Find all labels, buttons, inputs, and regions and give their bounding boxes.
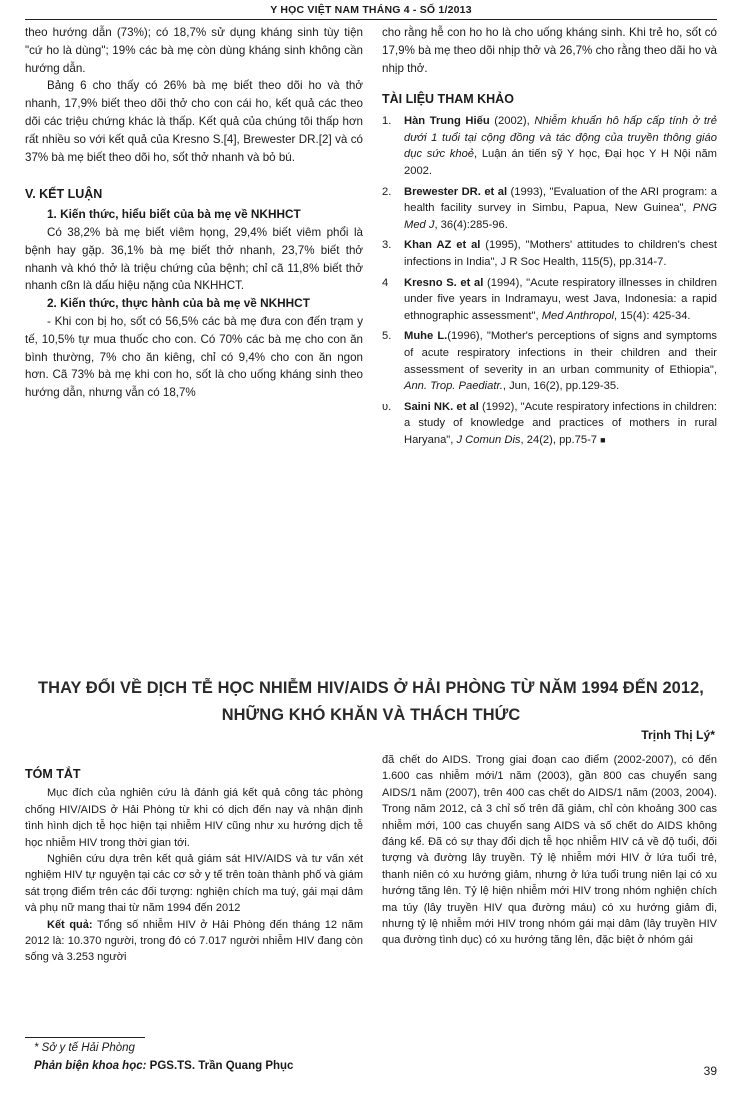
paragraph: đã chết do AIDS. Trong giai đoạn cao điểm (2002-2007), có đến 1.600 cas nhiễm mới/1 năm (2003), gần 800 cas chuyển sang AIDS/1 năm (2007), trên 400 cas chết do AIDS/1 năm (2003, 2004). Trong năm 2012, cả 3 chỉ số trên đã giảm, chỉ còn khoảng 300 cas nhiễm mới, 100 cas chuyển sang AIDS và số chết do AIDS không đáng kể. Đã có sự thay đổi dịch tễ học nhiễm HIV cả về độ tuổi, đối tượng và đường lây truyền. Tỷ lệ nhiễm mới HIV ở lứa tuổi trẻ, thanh niên có xu hướng giảm, nhưng ở lứa tuổi trung niên lại có xu hướng tăng lên. Tỷ lệ hiện nhiễm mới HIV trong nhóm nghiện chích ma túy (lây truyền HIV qua đường máu) có xu hướng giảm đi, nhưng tỷ lệ nhiễm mới HIV trong nhóm gái mại dâm (lây truyền HIV qua đường tình dục) có xu hướng tăng lên, đặc biệt ở nhóm gái: [382, 754, 717, 947]
reference-list: [382, 113, 717, 448]
reference-item: 1. Hàn Trung Hiếu (2002), Nhiễm khuẩn hô hấp cấp tính ở trẻ dưới 1 tuổi tại cộng đồng và tác động của truyền thông giáo dục sức khoẻ, Luận án tiến sỹ Y học, Đại học Y H Nội năm 2002.: [382, 115, 717, 177]
article-title: [25, 675, 717, 729]
paragraph: cho rằng hễ con ho ho là cho uống kháng sinh. Khi trẻ ho, sốt có 17,9% bà mẹ theo dõi nhịp thở và 26,7% cho rằng theo dãi ho và nhịp thở.: [382, 26, 717, 75]
footnote-rule: [25, 1037, 145, 1038]
subsection-title: 2. Kiến thức, thực hành của bà mẹ về NKHHCT: [47, 296, 310, 311]
reference-item: υ. Saini NK. et al (1992), "Acute respiratory infections in children: a study of knowledge and practices of mothers in rural Haryana", J Comun Dis, 24(2), pp.75-7 ■: [382, 400, 717, 446]
article-author: Trịnh Thị Lý*: [641, 728, 715, 742]
footnote-affiliation: * Sở y tế Hải Phòng: [34, 1042, 135, 1054]
results-label: Kết quả:: [47, 918, 93, 931]
left-column-top: [25, 24, 363, 402]
paragraph: Nghiên cứu dựa trên kết quả giám sát HIV/AIDS và tư vấn xét nghiệm HIV tự nguyện tại các cơ sở y tế trên toàn thành phố và giám sát trọng điểm trên các đối tượng: nghiện chích ma tuý, gái mại dâm và phụ nữ mang thai từ năm 1994 đến 2012: [25, 853, 363, 915]
paragraph: Mục đích của nghiên cứu là đánh giá kết quả công tác phòng chống HIV/AIDS ở Hải Phòng từ khi có dịch đến nay và nhận định tình hình dịch tễ học hiện tại nhiễm HIV cũng như xu hướng dịch tễ học nhiễm HIV trong thời gian tới.: [25, 787, 363, 849]
page-number: 39: [703, 1064, 717, 1078]
paragraph: - Khi con bị ho, sốt có 56,5% các bà mẹ đưa con đến trạm y tế, 10,5% tự mua thuốc cho con. Có 70% các bà mẹ cho con ăn bình thường, 7% cho ăn kiêng, chỉ có 9,4% cho con ăn ngon hơn. Cã 73% bà mẹ khi con ho, sốt là cho uống kháng sinh theo hướng dẫn, nhưng vẫn có 18,7%: [25, 314, 363, 400]
paragraph: Có 38,2% bà mẹ biết viêm họng, 29,4% biết viêm phổi là bệnh hay gặp. 36,1% bà mẹ biết thở nhanh, 23,7% biết thở nhanh và khó thở là triệu chứng của bệnh; chỉ cã 11,8% biết thở nhanh cßn là dấu hiệu nặng của NKHHCT.: [25, 225, 363, 293]
reference-item: 2. Brewester DR. et al (1993), "Evaluation of the ARI program: a health facility survey in Simbu, Papua, New Guinea", PNG Med J, 36(4):285-96.: [382, 185, 717, 231]
section-title-conclusion: V. KẾT LUẬN: [25, 187, 103, 202]
abstract-title: TÓM TẮT: [25, 767, 81, 781]
reference-item: 5. Muhe L.(1996), "Mother's perceptions of signs and symptoms of acute respiratory infections in their children and their assessment of severity in an urban community of Ethiopia", Ann. Trop. Paediatr., Jun, 16(2), pp.129-35.: [382, 330, 717, 393]
references-title: TÀI LIỆU THAM KHẢO: [382, 92, 514, 107]
footnote-reviewer: Phản biện khoa học: PGS.TS. Trần Quang Phục: [34, 1060, 294, 1072]
paragraph: Bảng 6 cho thấy có 26% bà mẹ biết theo dõi ho và thở nhanh, 17,9% biết theo dõi thở cho con cái ho, kết quả các theo dõi các triệu chứng khác là thấp. Kết quả của chúng tôi thấp hơn rất nhiều so với kết quả của Kresno S.[4], Brewester DR.[2] và có 37% bà mẹ biết theo dõi ho, sốt thở nhanh và bỏ bú.: [25, 79, 363, 164]
article-title-line: NHỮNG KHÓ KHĂN VÀ THÁCH THỨC: [221, 706, 521, 724]
subsection-title: 1. Kiến thức, hiểu biết của bà mẹ về NKHHCT: [47, 207, 301, 222]
reference-item: 4 Kresno S. et al (1994), "Acute respiratory illnesses in children under five years in Indramayu, west Java, Indonesia: a rapid ethnographic assessment", Med Anthropol, 15(4): 425-34.: [382, 276, 717, 322]
paragraph: Kết quả: Tổng số nhiễm HIV ở Hải Phòng đến tháng 12 năm 2012 là: 10.370 người, trong đó có 7.017 người nhiễm HIV đang còn sống và 3.253 người: [25, 918, 363, 964]
paragraph: theo hướng dẫn (73%); có 18,7% sử dụng kháng sinh tùy tiện "cứ ho là dùng"; 19% các bà mẹ còn dùng kháng sinh không cần hướng dẫn.: [25, 26, 363, 75]
reference-item: 3. Khan AZ et al (1995), "Mothers' attitudes to children's chest infections in India", J R Soc Health, 115(5), pp.314-7.: [382, 239, 717, 268]
left-column-bottom: [25, 752, 363, 966]
right-column-top: [382, 24, 717, 452]
running-header: Y HỌC VIỆT NAM THÁNG 4 - SỐ 1/2013: [25, 4, 717, 20]
article-title-line: THAY ĐỔI VỀ DỊCH TỄ HỌC NHIỄM HIV/AIDS Ở HẢI PHÒNG TỪ NĂM 1994 ĐẾN 2012,: [38, 679, 704, 697]
end-mark: ■: [600, 434, 606, 445]
right-column-bottom: [382, 752, 717, 949]
